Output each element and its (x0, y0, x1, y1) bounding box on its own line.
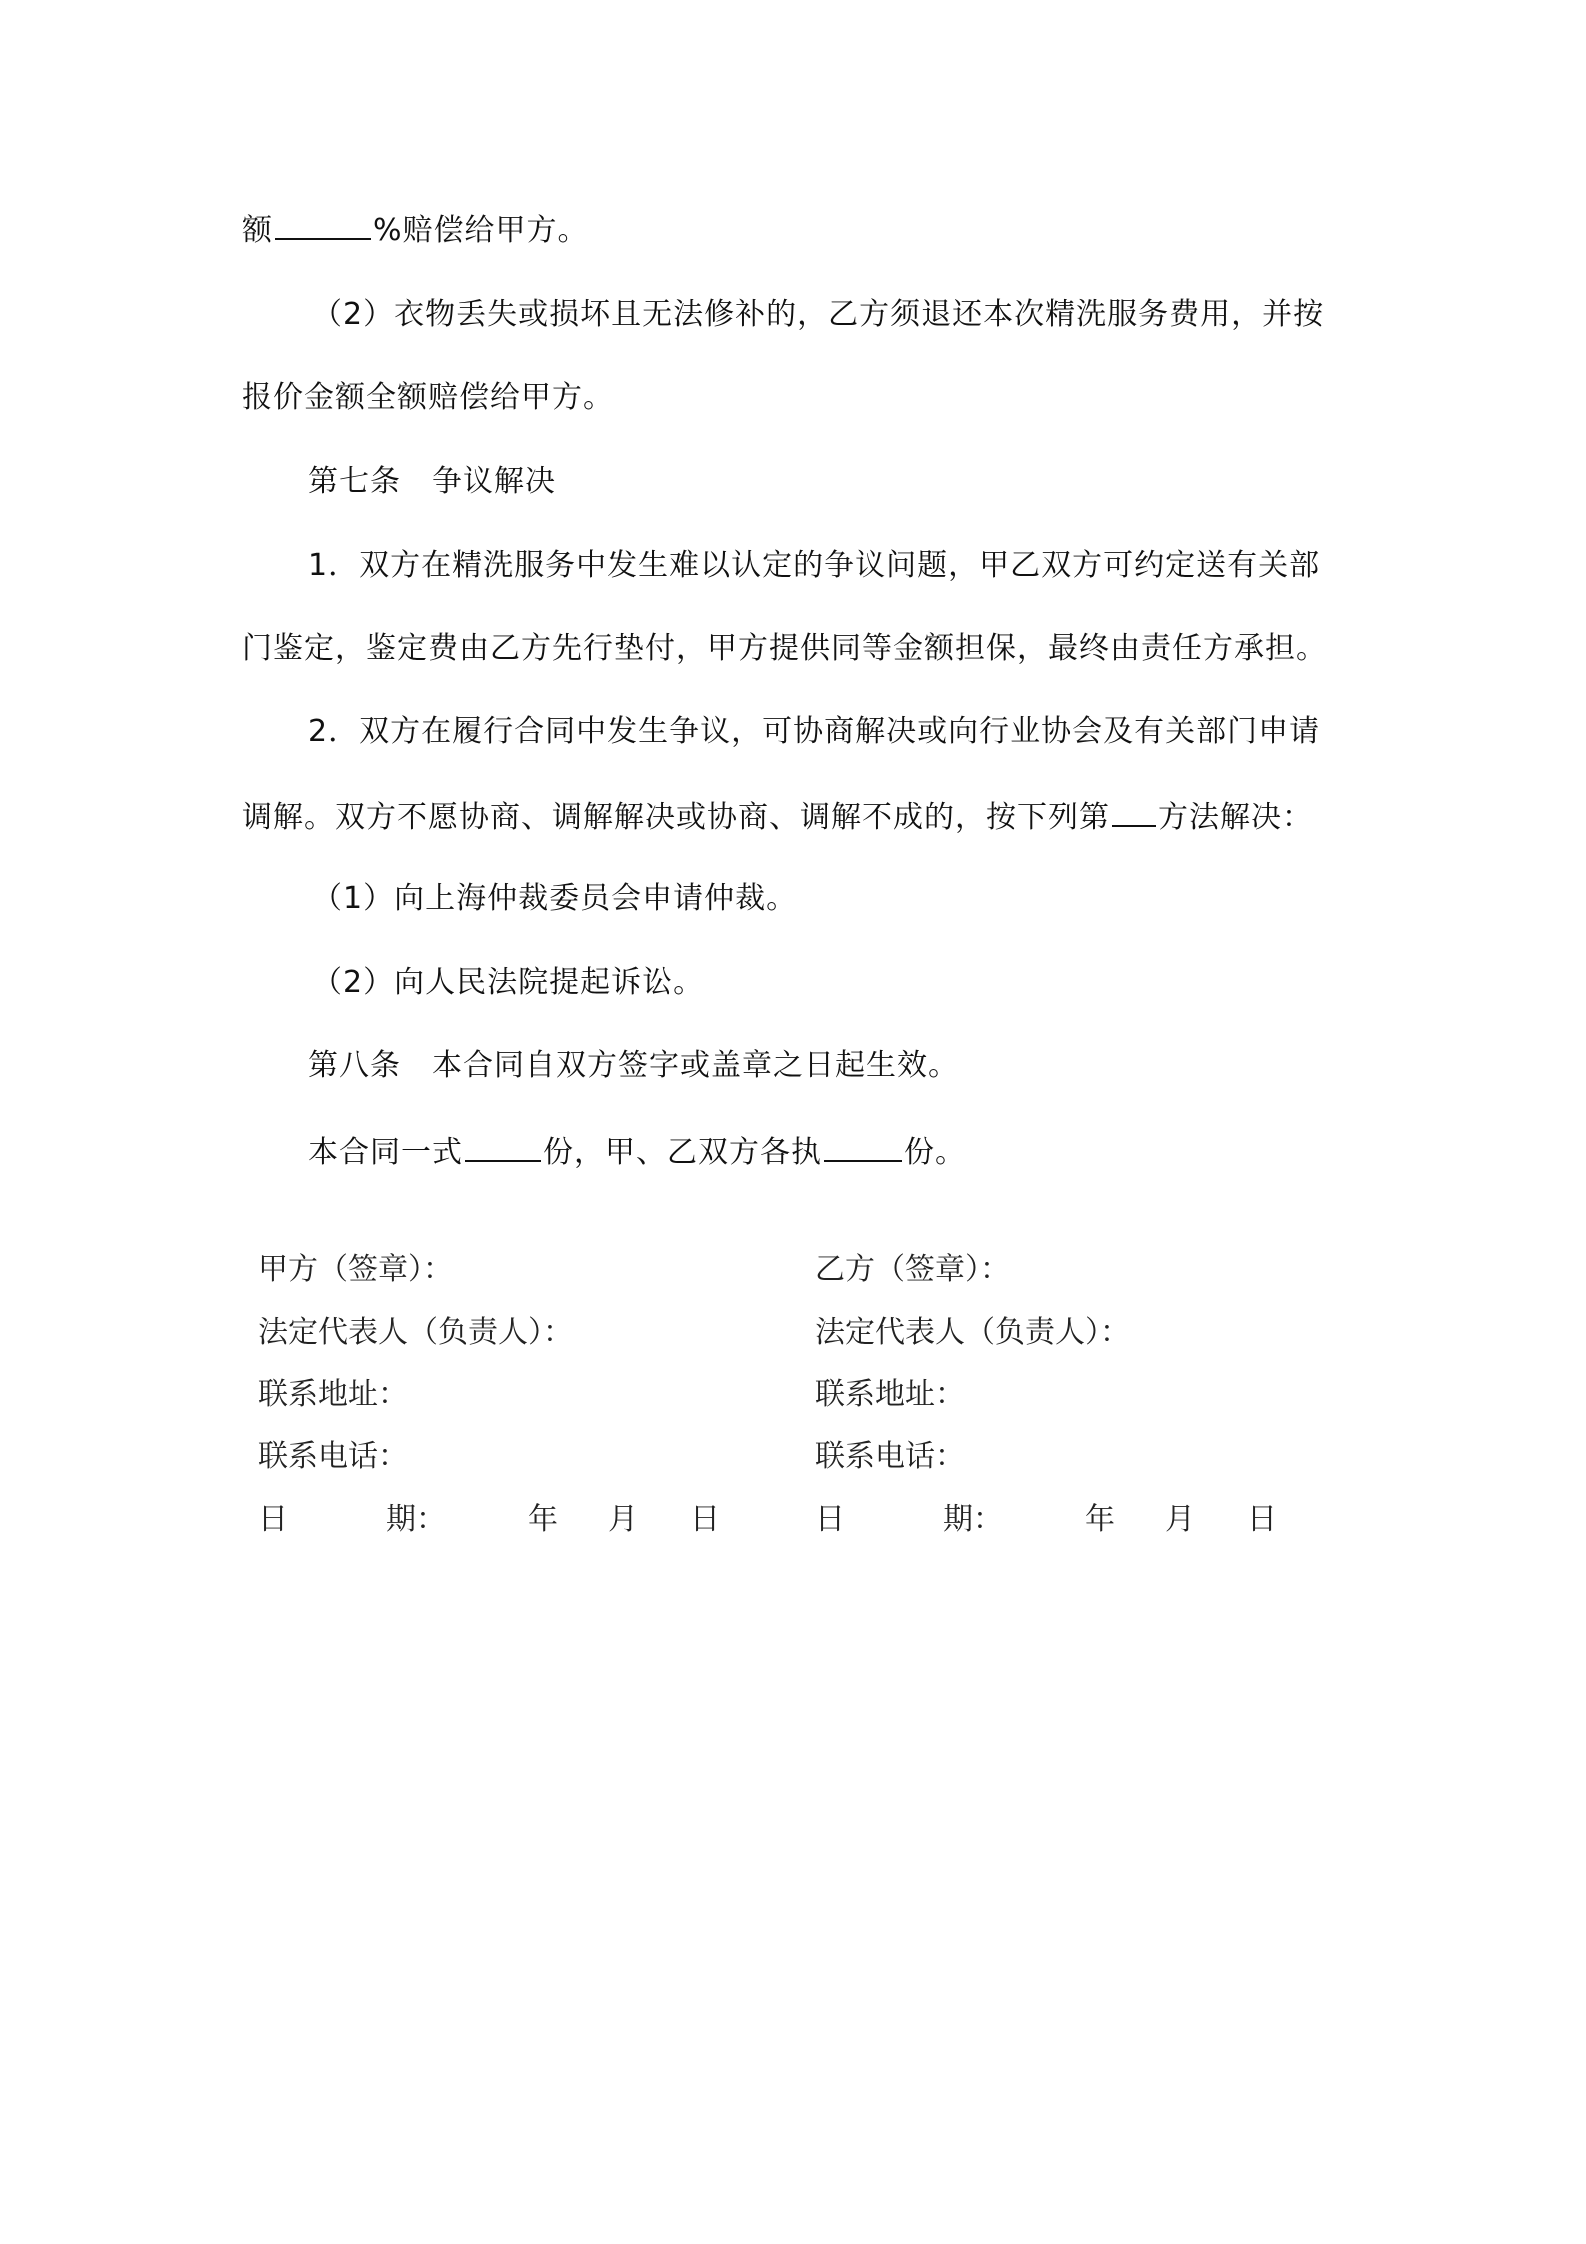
party-a-representative: 法定代表人（负责人）： (258, 1315, 573, 1350)
article-7-item-2-line-1: 2．双方在履行合同中发生争议，可协商解决或向行业协会及有关部门申请 (308, 714, 1321, 749)
party-b-address: 联系地址： (815, 1377, 965, 1412)
party-a-address: 联系地址： (258, 1377, 408, 1412)
date-label-qi: 期： (386, 1502, 446, 1537)
copies-text-pre: 本合同一式 (308, 1135, 463, 1170)
total-copies-blank (465, 1130, 541, 1162)
copies-text-post: 份。 (904, 1135, 966, 1170)
compensation-line (242, 208, 589, 251)
clause-2-line-2: 报价金额全额赔偿给甲方。 (242, 380, 614, 415)
article-7-item-1-line-1: 1．双方在精洗服务中发生难以认定的争议问题，甲乙双方可约定送有关部 (308, 548, 1321, 583)
option-litigation: （2）向人民法院提起诉讼。 (312, 965, 705, 1000)
date-month: 月 (608, 1502, 638, 1537)
clause-2-line-1: （2）衣物丢失或损坏且无法修补的，乙方须退还本次精洗服务费用，并按 (312, 297, 1325, 332)
article-7-item-1-line-2: 门鉴定，鉴定费由乙方先行垫付，甲方提供同等金额担保，最终由责任方承担。 (242, 631, 1327, 666)
party-b-seal: 乙方（签章）： (815, 1252, 1010, 1287)
article-8: 第八条 本合同自双方签字或盖章之日起生效。 (308, 1048, 959, 1083)
date-day: 日 (1247, 1502, 1277, 1537)
method-blank (1112, 795, 1156, 827)
party-b-date (815, 1500, 1295, 1540)
date-label-ri: 日 (258, 1502, 288, 1537)
date-year: 年 (528, 1502, 558, 1537)
percentage-blank (275, 208, 371, 240)
party-b-representative: 法定代表人（负责人）： (815, 1315, 1130, 1350)
each-copies-blank (824, 1130, 902, 1162)
compensation-text-post: %赔偿给甲方。 (373, 213, 589, 248)
party-b-phone: 联系电话： (815, 1439, 965, 1474)
party-a-date (258, 1500, 738, 1540)
compensation-text-pre: 额 (242, 213, 273, 248)
method-text-pre: 调解。双方不愿协商、调解解决或协商、调解不成的，按下列第 (242, 800, 1110, 835)
date-label-qi: 期： (943, 1502, 1003, 1537)
method-text-post: 方法解决： (1158, 800, 1313, 835)
copies-text-mid: 份，甲、乙双方各执 (543, 1135, 822, 1170)
party-a-seal: 甲方（签章）： (258, 1252, 453, 1287)
date-label-ri: 日 (815, 1502, 845, 1537)
party-a-phone: 联系电话： (258, 1439, 408, 1474)
date-year: 年 (1085, 1502, 1115, 1537)
option-arbitration: （1）向上海仲裁委员会申请仲裁。 (312, 881, 798, 916)
copies-line (308, 1130, 966, 1173)
date-day: 日 (690, 1502, 720, 1537)
article-7-item-2-line-2 (242, 795, 1313, 838)
date-month: 月 (1165, 1502, 1195, 1537)
article-7-title: 第七条 争议解决 (308, 464, 556, 499)
